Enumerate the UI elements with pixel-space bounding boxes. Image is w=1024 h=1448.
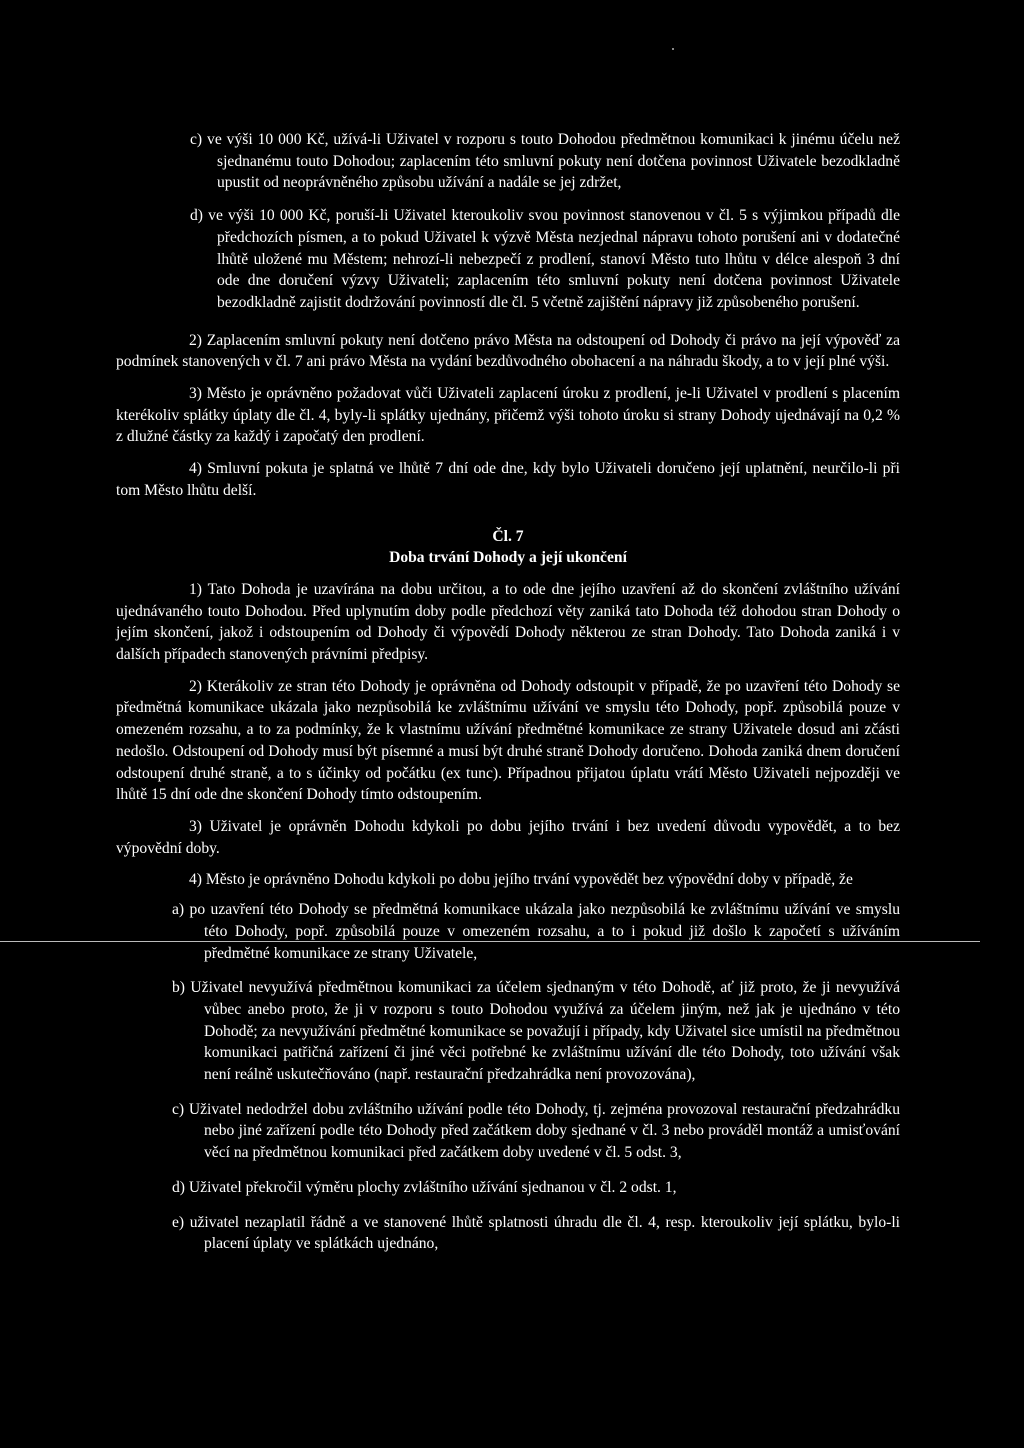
item-letter: b) (172, 979, 185, 997)
item-letter: c) (172, 1100, 185, 1118)
paragraph: 4) Smluvní pokuta je splatná ve lhůtě 7 dní ode dne, kdy bylo Uživateli doručeno její uplatnění, neurčilo-li při tom Město lhůtu delší. (116, 460, 900, 499)
item-letter: e) (172, 1213, 185, 1231)
document-page (116, 129, 900, 1268)
item-letter: c) (190, 131, 203, 148)
paragraph: 3) Město je oprávněno požadovat vůči Uživateli zaplacení úroku z prodlení, je-li Uživatel v prodlení s placením kterékoliv splátky úplaty dle čl. 4, byly-li splátky ujednány, přičemž výši tohoto úroku si strany Dohody ujednávají na 0,2 % z dlužné částky za každý i započatý den prodlení. (116, 385, 900, 446)
list-item (172, 1099, 900, 1164)
article-number: Čl. 7 (492, 527, 524, 545)
item-text: ve výši 10 000 Kč, užívá-li Uživatel v rozporu s touto Dohodou předmětnou komunikaci k jinému účelu než sjednanému touto Dohodou; zaplacením této smluvní pokuty není dotčena povinnost Uživatele bezodkladně upustit od neoprávněného způsobu užívání a nadále se jej zdržet, (207, 131, 900, 192)
list-item (172, 1177, 900, 1199)
list-item (172, 1212, 900, 1255)
list-item (172, 977, 900, 1086)
item-text: Uživatel nevyužívá předmětnou komunikaci za účelem sjednaným v této Dohodě, ať již proto, že ji nevyužívá vůbec anebo proto, že ji v rozporu s touto Dohodou využívá za účelem jiným, než jak je ujednáno v této Dohodě; za nevyužívání předmětné komunikace se považují i případy, kdy Uživatel sice umístil na předmětnou komunikaci patřičná zařízení či jiné věci potřebné ke zvláštnímu užívání dle této Dohody, toto užívání však není reálně uskutečňováno (např. restaurační předzahrádka není provozována), (190, 979, 900, 1084)
item-text: ve výši 10 000 Kč, poruší-li Uživatel kteroukoliv svou povinnost stanovenou v čl. 5 s výjimkou případů dle předchozích písmen, a to pokud Uživatel k výzvě Města nezjednal nápravu tohoto porušení ani v dodatečné lhůtě uložené mu Městem; nehrozí-li nebezpečí z prodlení, stanoví Město tuto lhůtu v délce alespoň 3 dní ode dne doručení výzvy Uživateli; zaplacením této smluvní pokuty není dotčena povinnost Uživatele bezodkladně zajistit dodržování povinností dle čl. 5 včetně zajištění nápravy již způsobeného porušení. (208, 207, 900, 311)
item-text: Uživatel nedodržel dobu zvláštního užívání podle této Dohody, tj. zejména provozoval restaurační předzahrádku nebo jiné zařízení podle této Dohody před začátkem doby sjednané v čl. 3 nebo prováděl montáž a umisťování věcí na předmětnou komunikaci před začátkem doby uvedené v čl. 5 odst. 3, (188, 1100, 900, 1162)
item-text: uživatel nezaplatil řádně a ve stanovené lhůtě splatnosti úhradu dle čl. 4, resp. kteroukoliv její splátku, bylo-li placení úplaty ve splátkách ujednáno, (189, 1213, 900, 1253)
scan-line-artifact (0, 941, 980, 942)
list-item (190, 129, 900, 194)
paragraph: 3) Uživatel je oprávněn Dohodu kdykoli po dobu jejího trvání i bez uvedení důvodu vypovědět, a to bez výpovědní doby. (116, 817, 900, 857)
item-text: Uživatel překročil výměru plochy zvláštního užívání sjednanou v čl. 2 odst. 1, (188, 1178, 677, 1196)
paragraph: 4) Město je oprávněno Dohodu kdykoli po dobu jejího trvání vypovědět bez výpovědní doby v případě, že (189, 871, 853, 889)
item-letter: a) (172, 901, 185, 919)
article7-termination-list (116, 899, 900, 1255)
item-letter: d) (172, 1178, 185, 1196)
item-text: po uzavření této Dohody se předmětná komunikace ukázala jako nezpůsobilá ke zvláštnímu užívání ve smyslu této Dohody, popř. způsobilá pouze v omezeném rozsahu, a to i pokud již došlo k započetí s užíváním předmětné komunikace ze strany Uživatele, (189, 901, 900, 962)
list-item (190, 205, 900, 314)
paragraph: 2) Kterákoliv ze stran této Dohody je oprávněna od Dohody odstoupit v případě, že po uzavření této Dohody se předmětná komunikace ukázala jako nezpůsobilá ke zvláštnímu užívání ve smyslu této Dohody, popř. způsobilá pouze v omezeném rozsahu, a to za podmínky, že k vlastnímu užívání předmětné komunikace ze strany Uživatele dosud ani zčásti nedošlo. Odstoupení od Dohody musí být písemné a musí být druhé straně Dohody doručeno. Dohoda zaniká dnem doručení odstoupení druhé straně, a to s účinky od počátku (ex tunc). Případnou přijatou úplatu vrátí Město Uživateli nejpozději ve lhůtě 15 dní ode dne skončení Dohody tímto odstoupením. (116, 677, 900, 804)
item-letter: d) (190, 207, 203, 225)
list-item (172, 899, 900, 964)
section6-subitems (116, 129, 900, 314)
scan-speck (672, 48, 674, 50)
paragraph: 2) Zaplacením smluvní pokuty není dotčeno právo Města na odstoupení od Dohody či právo na její výpověď za podmínek stanovených v čl. 7 ani právo Města na vydání bezdůvodného obohacení a na náhradu škody, a to v její plné výši. (116, 331, 900, 371)
paragraph: 1) Tato Dohoda je uzavírána na dobu určitou, a to ode dne jejího uzavření až do skončení zvláštního užívání ujednávaného touto Dohodou. Před uplynutím doby podle předchozí věty zaniká tato Dohoda též dohodou stran Dohody o jejím skončení, jakož i odstoupením od Dohody či výpovědí Dohody některou ze stran Dohody. Tato Dohoda zaniká i v dalších případech stanovených právními předpisy. (116, 580, 900, 664)
article-title: Doba trvání Dohody a její ukončení (389, 549, 627, 567)
